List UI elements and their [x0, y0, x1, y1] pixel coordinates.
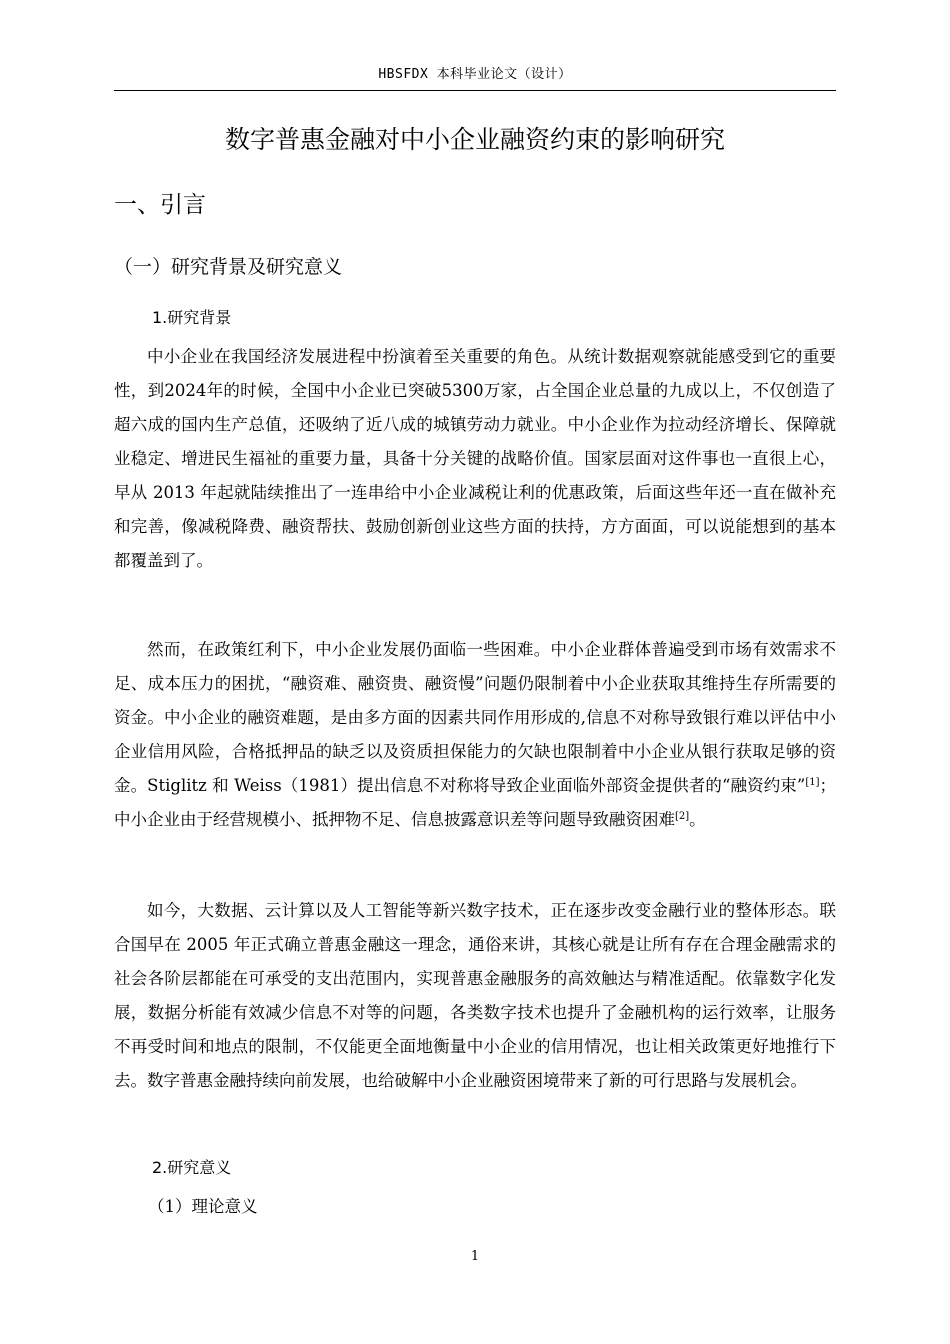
citation-2: [2]: [675, 811, 690, 822]
header-rule: [114, 90, 836, 91]
paragraph-2-text-a: 然而，在政策红利下，中小企业发展仍面临一些困难。中小企业群体普遍受到市场有效需求不足、成本压力的困扰，“融资难、融资贵、融资慢”问题仍限制着中小企业获取其维持生存所需要的资金。中小企业的融资难题，是由多方面的因素共同作用形成的,信息不对称导致银行难以评估中小企业信用风险，合格抵押品的缺乏以及资质担保能力的欠缺也限制着中小企业从银行获取足够的资金。Stiglitz 和 Weiss（1981）提出信息不对称将导致企业面临外部资金提供者的“融资约束”: [114, 640, 836, 795]
page-number: 1: [470, 1249, 480, 1264]
heading-research-significance: 2.研究意义: [152, 1158, 232, 1177]
heading-theoretical-significance: （1）理论意义: [148, 1197, 258, 1216]
paragraph-2-text: [114, 633, 836, 837]
paragraph-2-text-c: 。: [689, 810, 706, 829]
paragraph-1: [114, 340, 836, 578]
subsection-heading-background-significance: （一）研究背景及研究意义: [114, 256, 343, 278]
heading-research-background: 1.研究背景: [152, 308, 232, 327]
document-title: 数字普惠金融对中小企业融资约束的影响研究: [224, 125, 725, 154]
paragraph-3: [114, 894, 836, 1098]
section-heading-introduction: 一、引言: [114, 192, 206, 218]
citation-1: [1]: [805, 777, 820, 788]
paragraph-2: [114, 633, 836, 837]
paragraph-2-text-b: ；中小企业由于经营规模小、抵押物不足、信息披露意识差等问题导致融资困难: [114, 776, 836, 829]
paragraph-1-text: 中小企业在我国经济发展进程中扮演着至关重要的角色。从统计数据观察就能感受到它的重要性，到2024年的时候，全国中小企业已突破5300万家，占全国企业总量的九成以上，不仅创造了超六成的国内生产总值，还吸纳了近八成的城镇劳动力就业。中小企业作为拉动经济增长、保障就业稳定、增进民生福祉的重要力量，具备十分关键的战略价值。国家层面对这件事也一直很上心，早从 2013 年起就陆续推出了一连串给中小企业减税让利的优惠政策，后面这些年还一直在做补充和完善，像减税降费、融资帮扶、鼓励创新创业这些方面的扶持，方方面面，可以说能想到的基本都覆盖到了。: [114, 347, 836, 570]
running-header: HBSFDX 本科毕业论文（设计）: [378, 67, 572, 82]
paragraph-3-text: 如今，大数据、云计算以及人工智能等新兴数字技术，正在逐步改变金融行业的整体形态。联合国早在 2005 年正式确立普惠金融这一理念，通俗来讲，其核心就是让所有存在合理金融需求的社会各阶层都能在可承受的支出范围内，实现普惠金融服务的高效触达与精准适配。依靠数字化发展，数据分析能有效减少信息不对等的问题，各类数字技术也提升了金融机构的运行效率，让服务不再受时间和地点的限制，不仅能更全面地衡量中小企业的信用情况，也让相关政策更好地推行下去。数字普惠金融持续向前发展，也给破解中小企业融资困境带来了新的可行思路与发展机会。: [114, 901, 836, 1090]
